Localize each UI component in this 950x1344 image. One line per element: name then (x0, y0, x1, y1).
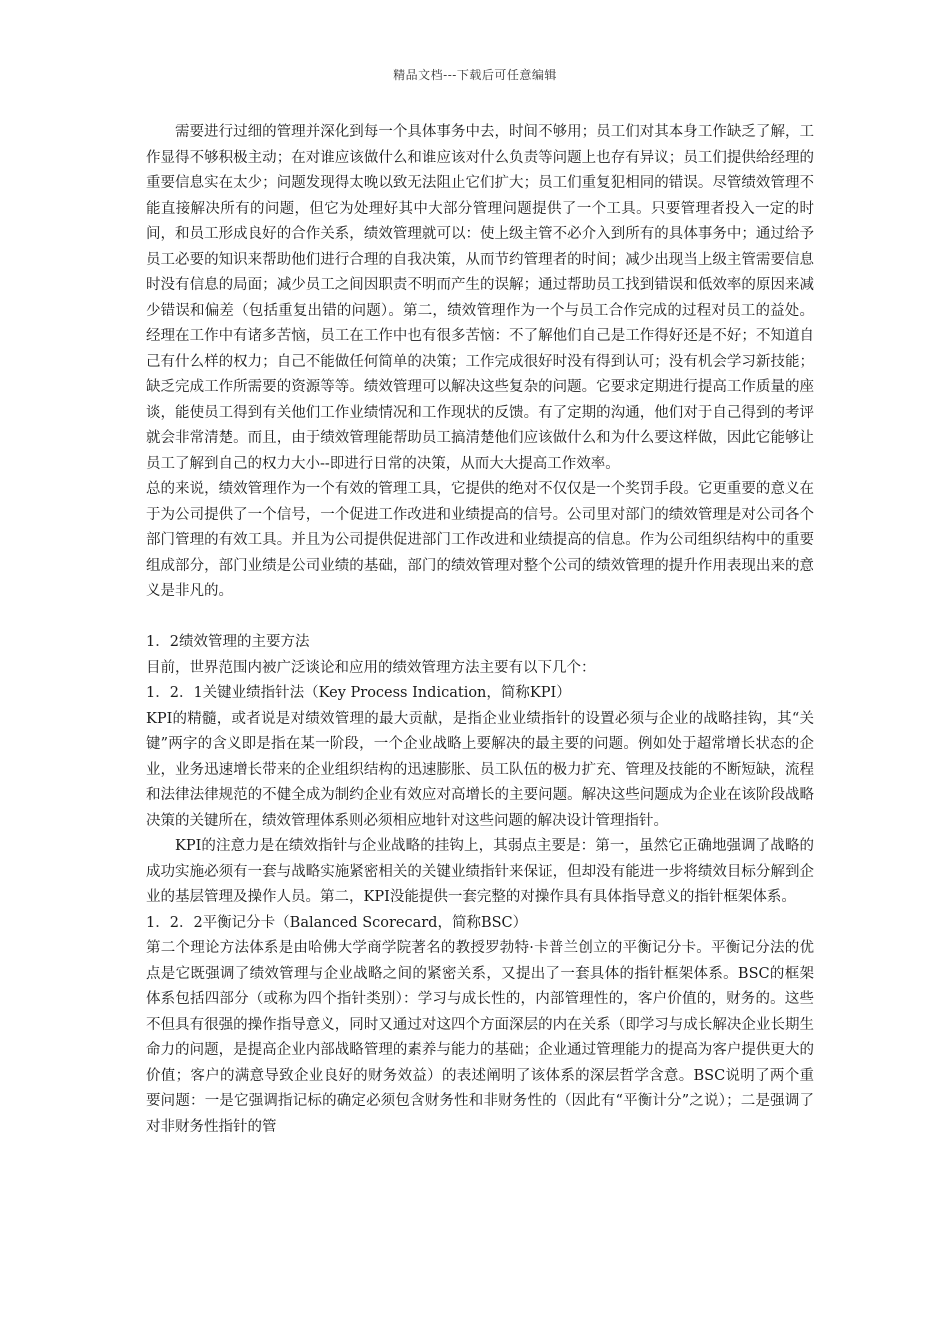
subsection-heading: 1．2．1关键业绩指针法（Key Process Indication，简称KPI） (146, 685, 571, 701)
paragraph: KPI的注意力是在绩效指针与企业战略的挂钩上，其弱点主要是：第一，虽然它正确地强调了战略的成功实施必须有一套与战略实施紧密相关的关键业绩指针来保证，但却没有能进一步将绩效目标分解到企业的基层管理及操作人员。第二，KPI没能提供一套完整的对操作具有具体指导意义的指针框架体系。 (146, 838, 814, 905)
paragraph-spacer (146, 605, 814, 631)
subsection-heading: 1．2．2平衡记分卡（Balanced Scorecard，简称BSC） (146, 914, 528, 931)
paragraph: 目前，世界范围内被广泛谈论和应用的绩效管理方法主要有以下几个： (146, 659, 596, 676)
paragraph: 第二个理论方法体系是由哈佛大学商学院著名的教授罗勃特·卡普兰创立的平衡记分卡。平衡记分法的优点是它既强调了绩效管理与企业战略之间的紧密关系，又提出了一套具体的指针框架体系。BSC的框架体系包括四部分（或称为四个指针类别）：学习与成长性的，内部管理性的，客户价值的，财务的。这些不但具有很强的操作指导意义，同时又通过对这四个方面深层的内在关系（即学习与成长解决企业长期生命力的问题，是提高企业内部战略管理的素养与能力的基础；企业通过管理能力的提高为客户提供更大的价值；客户的满意导致企业良好的财务效益）的表述阐明了该体系的深层哲学含意。BSC说明了两个重要问题：一是它强调指记标的确定必须包含财务性和非财务性的（因此有“平衡计分”之说）；二是强调了对非财务性指针的管 (146, 940, 814, 1135)
page-header: 精品文档---下载后可任意编辑 (393, 68, 557, 82)
paragraph: 总的来说，绩效管理作为一个有效的管理工具，它提供的绝对不仅仅是一个奖罚手段。它更重要的意义在于为公司提供了一个信号，一个促进工作改进和业绩提高的信号。公司里对部门的绩效管理是对公司各个部门管理的有效工具。并且为公司提供促进部门工作改进和业绩提高的信息。作为公司组织结构中的重要组成部分，部门业绩是公司业绩的基础，部门的绩效管理对整个公司的绩效管理的提升作用表现出来的意义是非凡的。 (146, 481, 814, 599)
section-heading: 1．2绩效管理的主要方法 (146, 634, 310, 650)
paragraph: KPI的精髓，或者说是对绩效管理的最大贡献，是指企业业绩指针的设置必须与企业的战略挂钩，其“关键”两字的含义即是指在某一阶段，一个企业战略上要解决的最主要的问题。例如处于超常增长状态的企业，业务迅速增长带来的企业组织结构的迅速膨胀、员工队伍的极力扩充、管理及技能的不断短缺，流程和法律法律规范的不健全成为制约企业有效应对高增长的主要问题。解决这些问题成为企业在该阶段战略决策的关键所在，绩效管理体系则必须相应地针对这些问题的解决设计管理指针。 (146, 710, 814, 829)
paragraph: 需要进行过细的管理并深化到每一个具体事务中去，时间不够用；员工们对其本身工作缺乏了解，工作显得不够积极主动；在对谁应该做什么和谁应该对什么负责等问题上也存有异议；员工们提供给经理的重要信息实在太少；问题发现得太晚以致无法阻止它们扩大；员工们重复犯相同的错误。尽管绩效管理不能直接解决所有的问题，但它为处理好其中大部分管理问题提供了一个工具。只要管理者投入一定的时间，和员工形成良好的合作关系，绩效管理就可以：使上级主管不必介入到所有的具体事务中；通过给予员工必要的知识来帮助他们进行合理的自我决策，从而节约管理者的时间；减少出现当上级主管需要信息时没有信息的局面；减少员工之间因职责不明而产生的误解；通过帮助员工找到错误和低效率的原因来减少错误和偏差（包括重复出错的问题）。第二，绩效管理作为一个与员工合作完成的过程对员工的益处。 经理在工作中有诸多苦恼，员工在工作中也有很多苦恼：不了解他们自己是工作得好还是不好；不知道自己有什么样的权力；自己不能做任何简单的决策；工作完成很好时没有得到认可；没有机会学习新技能；缺乏完成工作所需要的资源等等。绩效管理可以解决这些复杂的问题。它要求定期进行提高工作质量的座谈，能使员工得到有关他们工作业绩情况和工作现状的反馈。有了定期的沟通，他们对于自己得到的考评就会非常清楚。而且，由于绩效管理能帮助员工搞清楚他们应该做什么和为什么要这样做，因此它能够让员工了解到自己的权力大小--即进行日常的决策，从而大大提高工作效率。 (146, 124, 814, 472)
document-body (146, 120, 814, 1140)
